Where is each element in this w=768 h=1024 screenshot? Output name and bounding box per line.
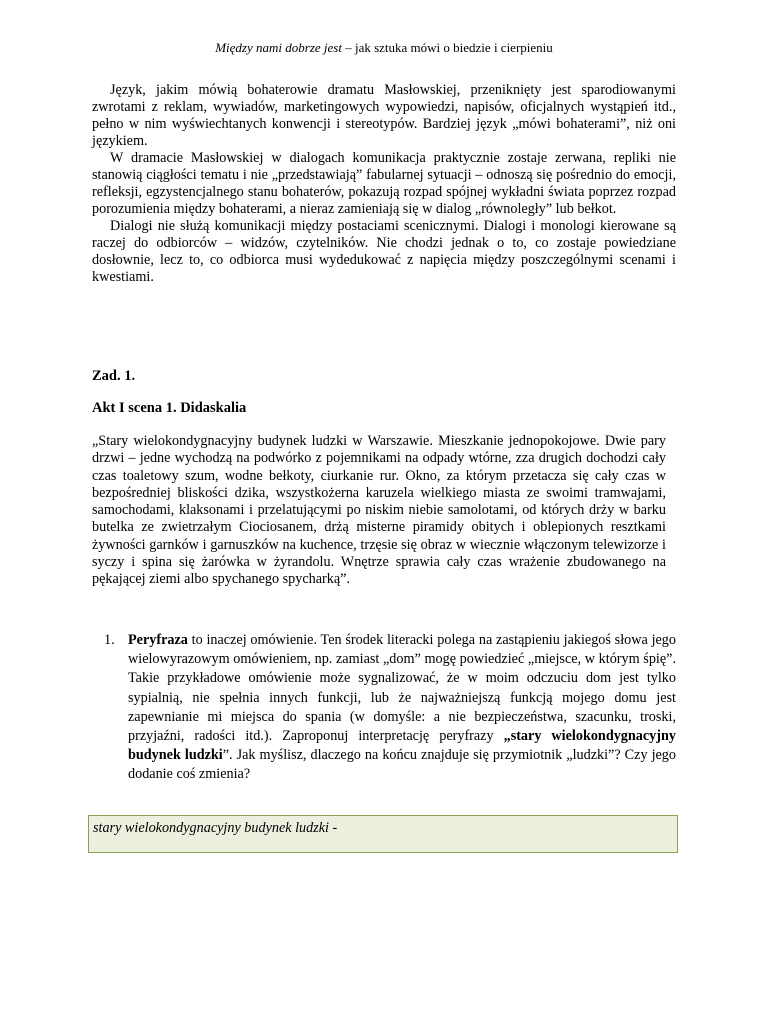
stage-directions-quote: „Stary wielokondygnacyjny budynek ludzki w Warszawie. Mieszkanie jednopokojowe. Dwie pary drzwi – jedne wychodzą na podwórko z pojemnikami na odpady wtórne, zza drugich dochodzi cały czas toaletowy szum, wodne bełkoty, ciurkanie rur. Okno, za którym przetacza się cały czas w bezpośredniej bliskości dzika, wszystkożerna karuzela wielkiego miasta ze swoimi tramwajami, samochodami, klaksonami i przelatującymi po niskim niebie samolotami, od których drży w barku butelka ze zwietrzałym Ciociosanem, drżą misterne piramidy obitych i oblepionych resztkami żywności garnków i garnuszków na kuchence, trzęsie się obraz w wiecznie włączonym telewizorze i syczy i spina się żarówka w żyrandolu. Wnętrze sprawia cały czas wrażenie zbudowanego na pękającej ziemi albo spychanego spycharką”. bbox=[92, 433, 666, 588]
question-list bbox=[92, 631, 676, 785]
answer-box[interactable] bbox=[88, 815, 678, 853]
answer-box-text: stary wielokondygnacyjny budynek ludzki - bbox=[93, 820, 338, 836]
question-number: 1. bbox=[104, 632, 115, 648]
question-item bbox=[92, 631, 676, 785]
intro-paragraph: Język, jakim mówią bohaterowie dramatu Masłowskiej, przeniknięty jest sparodiowanymi zwrotami z reklam, wywiadów, marketingowych wypowiedzi, napisów, oficjalnych wystąpień itd., pełno w nim wyświechtanych konwencji i stereotypów. Bardziej język „mówi bohaterami”, niż oni językiem. bbox=[92, 82, 676, 149]
question-term: Peryfraza bbox=[128, 632, 188, 648]
intro-paragraph: Dialogi nie służą komunikacji między postaciami scenicznymi. Dialogi i monologi kierowane są raczej do odbiorców – widzów, czytelników. Nie chodzi jednak o to, co zostaje powiedziane dosłownie, lecz to, co odbiorca musi wydedukować z napięcia między poszczególnymi scenami i kwestiami. bbox=[92, 218, 676, 285]
question-phrase: „stary wielokondygnacyjny budynek ludzki bbox=[128, 728, 676, 764]
running-header-subtitle: – jak sztuka mówi o biedzie i cierpieniu bbox=[341, 40, 553, 55]
running-header bbox=[0, 40, 768, 56]
act-title: Akt I scena 1. Didaskalia bbox=[92, 400, 247, 416]
intro-text bbox=[92, 82, 676, 286]
running-header-title: Między nami dobrze jest bbox=[215, 40, 342, 55]
intro-paragraph: W dramacie Masłowskiej w dialogach komunikacja praktycznie zostaje zerwana, repliki nie stanowią ciągłości tematu i nie „przedstawiają” fabularnej sytuacji – odnoszą się pośrednio do emocji, refleksji, egzystencjalnego stanu bohaterów, pokazują rozpad spójnej wykładni świata poprzez rozpad porozumienia między bohaterami, a nieraz zamieniają się w dialog „równoległy” lub bełkot. bbox=[92, 150, 676, 217]
task-title: Zad. 1. bbox=[92, 368, 136, 384]
question-text-part-b: ”. Jak myślisz, dlaczego na końcu znajduje się przymiotnik „ludzki”? Czy jego dodanie coś zmienia? bbox=[128, 747, 676, 783]
question-text-part-a: to inaczej omówienie. Ten środek literacki polega na zastąpieniu jakiegoś słowa jego wielowyrazowym omówieniem, np. zamiast „dom” mogę powiedzieć „miejsce, w którym śpię”. Takie przykładowe omówienie może sygnalizować, że w moim odczuciu dom jest tylko sypialnią, nie spełnia innych funkcji, lub że najważniejszą funkcją mojego domu jest zapewnianie mi miejsca do spania (w domyśle: a nie bezpieczeństwa, szacunku, troski, przyjaźni, radości itd.). Zaproponuj interpretację peryfrazy bbox=[128, 632, 676, 745]
